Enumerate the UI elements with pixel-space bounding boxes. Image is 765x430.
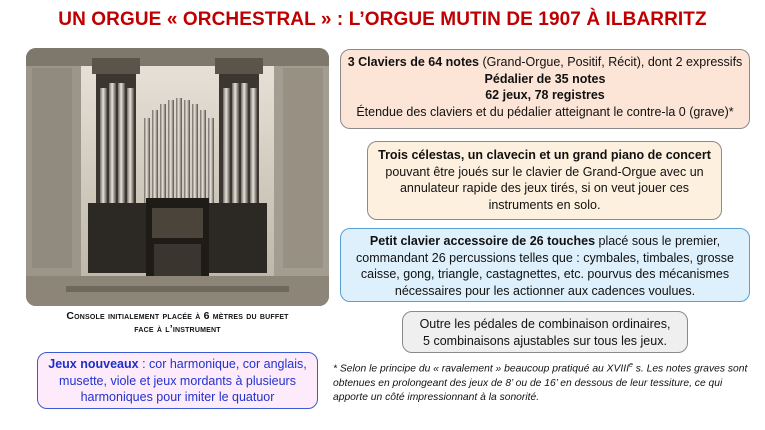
new-stops-bold: Jeux nouveaux [48, 357, 139, 371]
percussion-info-box [340, 228, 750, 302]
footnote-part-2: s. Les notes graves sont obtenues en prolongeant des jeux de 8’ ou de 16’ en dessous de leur tessiture, ce qui apporte un côté impressionnant à la sonorité. [333, 363, 748, 404]
footnote-sup: e [628, 362, 633, 369]
footnote-part-1: * Selon le principe du « ravalement » beaucoup pratiqué au XVIII [333, 363, 629, 375]
keyboards-info-box [340, 49, 750, 129]
instruments-bold: Trois célestas, un clavecin et un grand piano de concert [378, 148, 711, 162]
percussion-rest: placé sous le premier, commandant 26 percussions telles que : cymbales, timbales, grosse caisse, gong, triangle, castagnettes, etc. pourvus des mécanismes nécessaires pour les actionner aux cadences voulues. [356, 234, 734, 298]
pedalboard-line: Pédalier de 35 notes [484, 71, 606, 86]
range-line: Étendue des claviers et du pédalier atteignant le contre-la 0 (grave)* [356, 104, 734, 119]
stops-line: 62 jeux, 78 registres [485, 88, 605, 102]
keyboards-bold: 3 Claviers de 64 notes [347, 55, 480, 69]
instruments-info-box [367, 141, 722, 220]
instruments-rest: pouvant être joués sur le clavier de Grand-Orgue avec un annulateur rapide des jeux tirés, si on veut jouer ces instruments en solo. [385, 164, 704, 212]
percussion-bold: Petit clavier accessoire de 26 touches [369, 234, 596, 248]
photo-caption [22, 310, 333, 336]
new-stops-rest: : cor harmonique, cor anglais, musette, viole et jeux mordants à plusieurs harmoniques pour imiter le quatuor [59, 357, 307, 404]
keyboards-line [347, 54, 743, 71]
caption-line-2: face à l’instrument [134, 323, 221, 335]
page-title: UN ORGUE « ORCHESTRAL » : L’ORGUE MUTIN DE 1907 À ILBARRITZ [58, 9, 707, 30]
footnote [333, 359, 758, 406]
keyboards-rest: (Grand-Orgue, Positif, Récit), dont 2 expressifs [479, 55, 743, 69]
organ-illustration [26, 48, 329, 306]
caption-line-1: Console initialement placée à 6 mètres du buffet [66, 310, 289, 322]
new-stops-info-box [37, 352, 318, 409]
combinations-info-box [402, 311, 688, 353]
combinations-line-1: Outre les pédales de combinaison ordinaires, [419, 317, 671, 331]
combinations-line-2: 5 combinaisons ajustables sur tous les jeux. [423, 333, 667, 348]
organ-photo [26, 48, 329, 306]
